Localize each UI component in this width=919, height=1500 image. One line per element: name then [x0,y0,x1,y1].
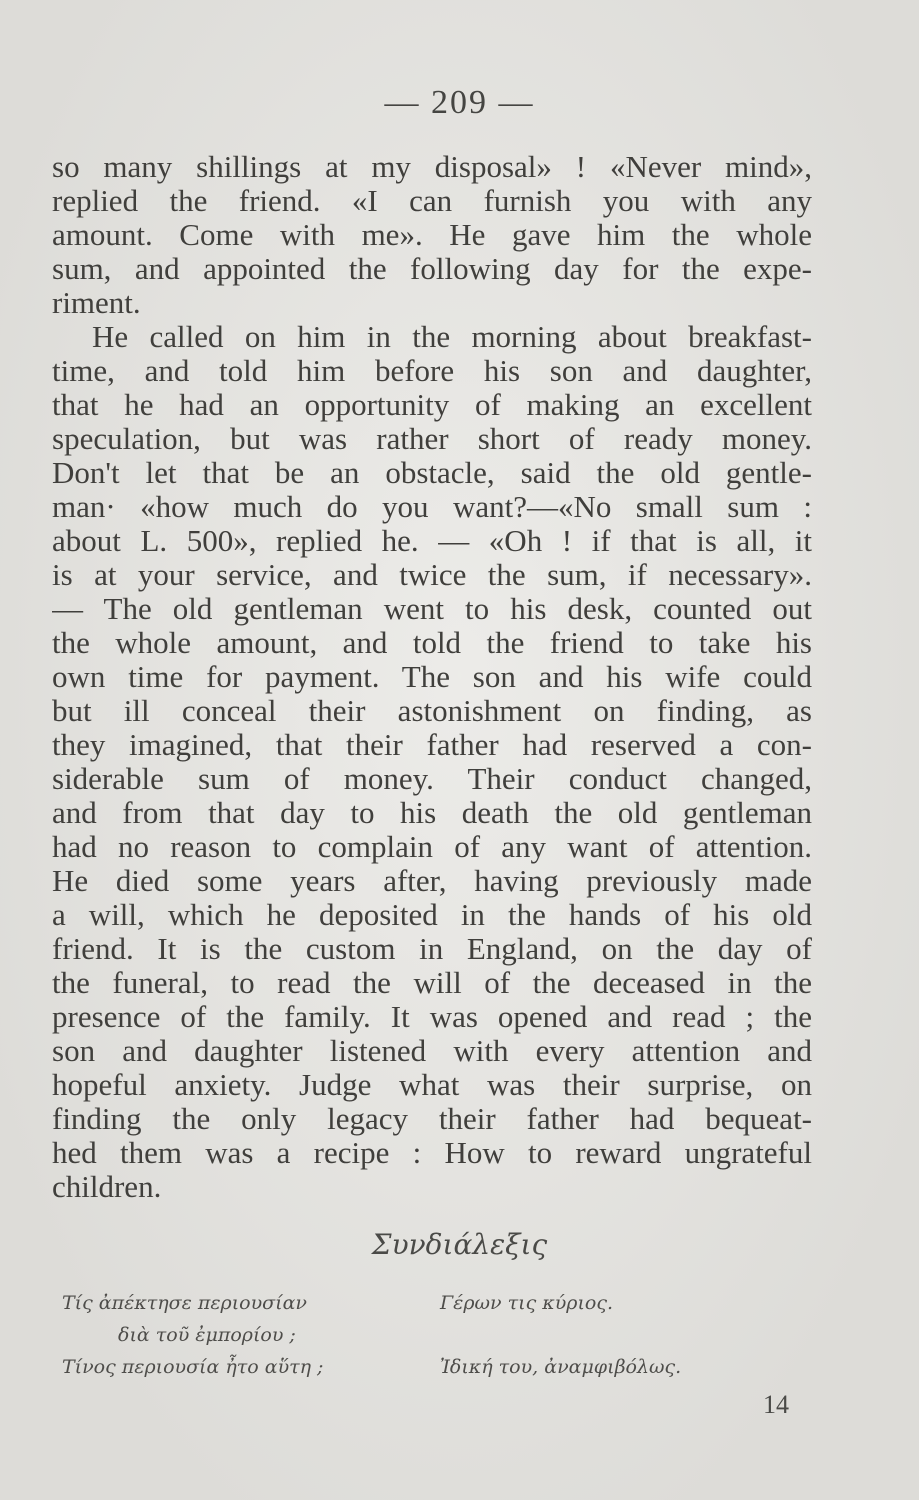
text-line: about L. 500», replied he. — «Oh ! if that is all, it [52,524,812,558]
text-line: sum, and appointed the following day for the expe- [52,252,812,286]
text-line: hopeful anxiety. Judge what was their surprise, on [52,1068,812,1102]
dialogue-row [62,1356,802,1388]
text-line: Don't let that be an obstacle, said the old gentle- [52,456,812,490]
text-line: children. [52,1170,162,1204]
text-line: presence of the family. It was opened and read ; the [52,1000,812,1034]
dialogue-question: διὰ τοῦ ἐμπορίου ; [118,1324,296,1346]
text-line: finding the only legacy their father had bequeat- [52,1102,812,1136]
text-line: a will, which he deposited in the hands of his old [52,898,812,932]
text-line: speculation, but was rather short of ready money. [52,422,812,456]
dialogue-question: Τίς ἀπέκτησε περιουσίαν [62,1292,307,1314]
text-line: son and daughter listened with every attention and [52,1034,812,1068]
text-line: they imagined, that their father had reserved a con- [52,728,812,762]
text-line: but ill conceal their astonishment on finding, as [52,694,812,728]
text-line: He called on him in the morning about breakfast- [92,320,812,354]
dialogue-answer: Ἰδική του, ἀναμφιβόλως. [440,1356,682,1378]
text-line: is at your service, and twice the sum, if necessary». [52,558,812,592]
text-line: own time for payment. The son and his wife could [52,660,812,694]
text-line: the whole amount, and told the friend to take his [52,626,812,660]
text-line: the funeral, to read the will of the deceased in the [52,966,812,1000]
text-line: hed them was a recipe : How to reward ungrateful [52,1136,812,1170]
text-line: had no reason to complain of any want of attention. [52,830,812,864]
body-text [52,150,812,1204]
dialogue-block [62,1292,802,1388]
text-line: riment. [52,286,141,320]
text-line: He died some years after, having previously made [52,864,812,898]
section-title: Συνδιάλεξις [371,1228,548,1261]
text-line: replied the friend. «I can furnish you with any [52,184,812,218]
text-line: time, and told him before his son and daughter, [52,354,812,388]
text-line: — The old gentleman went to his desk, counted out [52,592,812,626]
text-line: friend. It is the custom in England, on the day of [52,932,812,966]
text-line: so many shillings at my disposal» ! «Never mind», [52,150,812,184]
text-line: amount. Come with me». He gave him the whole [52,218,812,252]
text-line: and from that day to his death the old gentleman [52,796,812,830]
printer-signature-number: 14 [763,1390,789,1419]
text-line: man· «how much do you want?—«No small sum : [52,490,812,524]
text-line: siderable sum of money. Their conduct changed, [52,762,812,796]
dialogue-row [62,1292,802,1324]
dialogue-row [62,1324,802,1356]
page-number: — 209 — [384,84,535,121]
dialogue-question: Τίνος περιουσία ἦτο αὕτη ; [62,1356,324,1378]
dialogue-answer: Γέρων τις κύριος. [440,1292,614,1314]
text-line: that he had an opportunity of making an excellent [52,388,812,422]
